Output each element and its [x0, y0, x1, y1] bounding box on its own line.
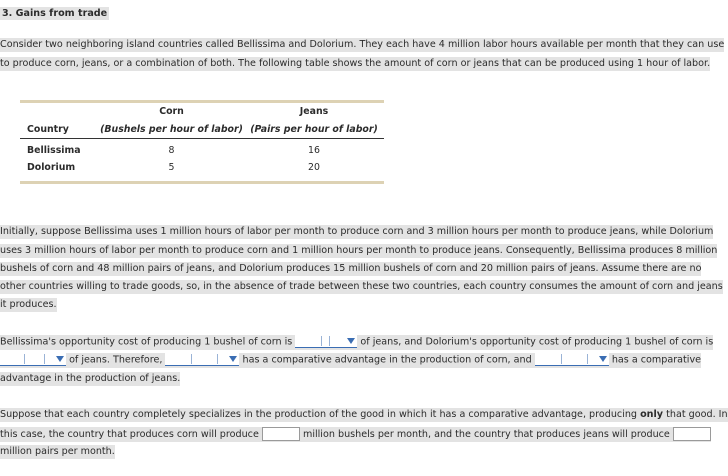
para4-line-3: million pairs per month.: [0, 446, 115, 457]
row-corn: 5: [168, 162, 175, 173]
para2-line-2: uses 3 million hours of labor per month to produce corn and 1 million hours per month to produce jeans. Consequently, Bellissima produces 8 million: [0, 245, 718, 256]
row-corn: 8: [168, 145, 175, 156]
intro-line-2: to produce corn, jeans, or a combination of both. The following table shows the amount of corn or jeans that can be produced using 1 hour of labor.: [0, 58, 711, 69]
chevron-down-icon: [55, 354, 65, 364]
para4-text: that good. In: [666, 409, 728, 420]
para2-line-3: bushels of corn and 48 million pairs of jeans, and Dolorium produces 15 million bushels of corn and 20 million pairs of jeans. Assume there are no: [0, 263, 702, 274]
jeans-advantage-country-dropdown[interactable]: [535, 353, 609, 366]
para2-line-1: Initially, suppose Bellissima uses 1 million hours of labor per month to produce corn and 3 million hours per month to produce jeans, while Dolorium: [0, 226, 714, 237]
para2-line-5: it produces.: [0, 299, 57, 310]
header-jeans: Jeans: [299, 106, 329, 117]
bellissima-opportunity-cost-dropdown[interactable]: [295, 335, 357, 348]
header-corn-unit: (Bushels per hour of labor): [99, 120, 244, 139]
row-jeans: 20: [308, 162, 320, 173]
header-corn: Corn: [159, 106, 184, 117]
para3-line-1: [0, 335, 713, 350]
para3-line-3: advantage in the production of jeans.: [0, 373, 181, 384]
table-row: [20, 139, 384, 160]
table-row: [20, 159, 384, 176]
corn-advantage-country-dropdown[interactable]: [165, 353, 239, 366]
header-country: Country: [20, 120, 99, 139]
production-table: [20, 100, 384, 184]
jeans-production-input[interactable]: [673, 427, 711, 441]
chevron-down-icon: [598, 354, 608, 364]
para4-emphasis: only: [640, 409, 664, 420]
corn-production-input[interactable]: [262, 427, 300, 441]
intro-line-1: Consider two neighboring island countries called Bellissima and Dolorium. They each have 4 million labor hours available per month that they can use: [0, 39, 725, 50]
row-country: Bellissima: [27, 145, 81, 156]
para3-text: has a comparative: [611, 354, 702, 366]
header-jeans-unit: (Pairs per hour of labor): [244, 120, 384, 139]
para4-text: million bushels per month, and the country that produces jeans will produce: [302, 429, 670, 440]
row-jeans: 16: [308, 145, 320, 156]
chevron-down-icon: [228, 354, 238, 364]
para4-text: Suppose that each country completely specializes in the production of the good in which it has a comparative advantage, producing: [0, 409, 638, 420]
chevron-down-icon: [346, 336, 356, 346]
para3-line-2: [0, 353, 701, 368]
table-bottom-rule: [20, 181, 384, 184]
para3-text: Bellissima's opportunity cost of producing 1 bushel of corn is: [0, 336, 293, 348]
para4-line-2: [0, 427, 711, 442]
para3-text: has a comparative advantage in the production of corn, and: [242, 354, 532, 366]
para3-text: of jeans. Therefore,: [69, 354, 163, 366]
dolorium-opportunity-cost-dropdown[interactable]: [0, 353, 66, 366]
para3-text: of jeans, and Dolorium's opportunity cost of producing 1 bushel of corn is: [360, 336, 714, 348]
para4-text: this case, the country that produces corn will produce: [0, 429, 259, 440]
row-country: Dolorium: [27, 162, 76, 173]
para4-line-1: [0, 408, 728, 422]
page-title: 3. Gains from trade: [2, 8, 108, 19]
para2-line-4: other countries willing to trade goods, so, in the absence of trade between these two countries, each country consumes the amount of corn and jeans: [0, 281, 723, 292]
